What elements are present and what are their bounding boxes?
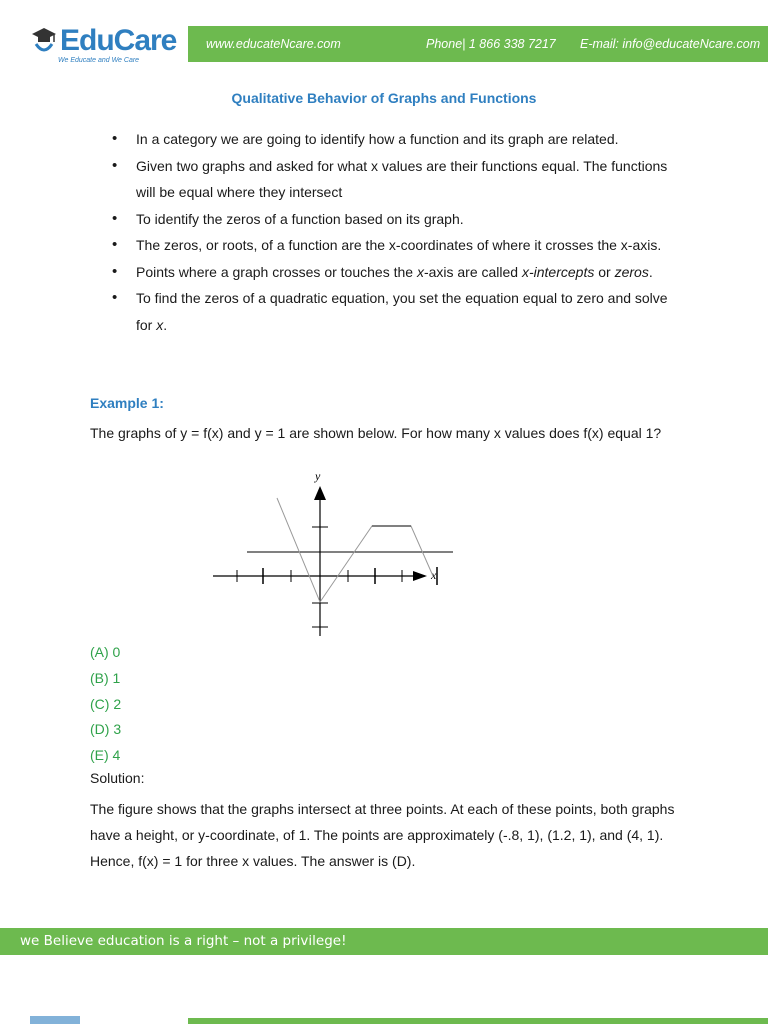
function-graph [205, 466, 455, 638]
example-question: The graphs of y = f(x) and y = 1 are shown below. For how many x values does f(x) equal 1? [90, 425, 662, 441]
choice-c[interactable]: (C) 2 [90, 695, 122, 712]
website-link[interactable]: www.educateNcare.com [206, 37, 341, 51]
x-axis-label: x [431, 568, 437, 582]
next-page-logo [30, 1016, 80, 1024]
x-axis-arrow [413, 571, 427, 581]
solution-text: The figure shows that the graphs intersect at three points. At each of these points, both graphs have a height, or y-coordinate, of 1. The points are approximately (-.8, 1), (1.2, 1), and (4, 1). Hence, f(x) = 1 for three x values. The answer is (D). [90, 801, 675, 869]
choice-d[interactable]: (D) 3 [90, 721, 122, 738]
solution-label: Solution: [90, 770, 145, 786]
function-f-curve [277, 498, 433, 602]
contact-bar [188, 26, 768, 62]
phone-number: Phone| 1 866 338 7217 [426, 37, 556, 51]
graduation-cap-icon [30, 26, 58, 56]
logo-wordmark: EduCare [60, 24, 177, 57]
bullet-item: • To find the zeros of a quadratic equation, you set the equation equal to zero and solve for x. [90, 285, 680, 338]
choice-e[interactable]: (E) 4 [90, 747, 121, 764]
logo-tagline: We Educate and We Care [58, 57, 140, 64]
bullet-item: • To identify the zeros of a function based on its graph. [90, 206, 680, 233]
bullet-item: • The zeros, or roots, of a function are the x-coordinates of where it crosses the x-axis. [90, 232, 680, 259]
bullet-item: • Points where a graph crosses or touches the x-axis are called x-intercepts or zeros. [90, 259, 680, 286]
y-axis-label: y [315, 469, 321, 483]
page-header [0, 0, 768, 90]
choice-b[interactable]: (B) 1 [90, 669, 121, 686]
bullet-item: • Given two graphs and asked for what x values are their functions equal. The functions will be equal where they intersect [90, 153, 680, 206]
y-axis-arrow [314, 486, 326, 500]
motto-text: we Believe education is a right – not a privilege! [20, 933, 347, 949]
bullet-item: • In a category we are going to identify how a function and its graph are related. [90, 126, 680, 153]
educare-logo[interactable] [30, 24, 190, 68]
answer-choices [90, 640, 121, 769]
motto-banner [0, 928, 768, 955]
next-page-header-bar [188, 1018, 768, 1024]
page-title: Qualitative Behavior of Graphs and Functions [231, 90, 537, 106]
bullet-list [90, 126, 680, 338]
email-link[interactable]: E-mail: info@educateNcare.com [580, 37, 761, 51]
example-title: Example 1: [90, 395, 164, 411]
choice-a[interactable]: (A) 0 [90, 644, 121, 660]
